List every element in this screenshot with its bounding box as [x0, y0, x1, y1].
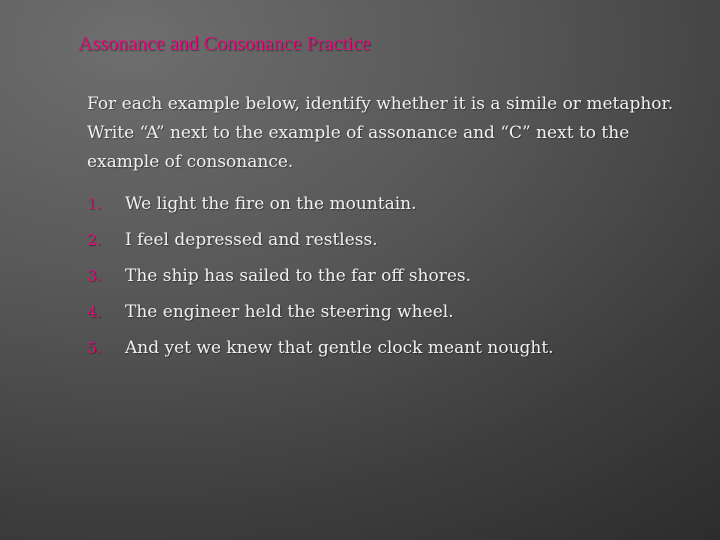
item-number: 5.: [87, 339, 102, 357]
item-text: I feel depressed and restless.: [125, 230, 378, 250]
list-item: [87, 186, 699, 222]
item-number: 1.: [87, 195, 102, 213]
list-item: [87, 258, 699, 294]
item-number: 4.: [87, 303, 102, 321]
instructions-text: For each example below, identify whether it is a simile or metaphor. Write “A” next to the example of assonance and “C” next to the example of consonance.: [87, 94, 674, 172]
item-number: 2.: [87, 231, 102, 249]
item-text: And yet we knew that gentle clock meant nought.: [125, 338, 554, 358]
item-text: The engineer held the steering wheel.: [125, 302, 454, 322]
item-text: We light the fire on the mountain.: [125, 194, 417, 214]
example-list: [87, 186, 699, 366]
list-item: [87, 330, 699, 366]
slide-title: Assonance and Consonance Practice: [78, 33, 371, 55]
list-item: [87, 294, 699, 330]
item-text: The ship has sailed to the far off shores.: [125, 266, 472, 286]
item-number: 3.: [87, 267, 102, 285]
list-item: [87, 222, 699, 258]
